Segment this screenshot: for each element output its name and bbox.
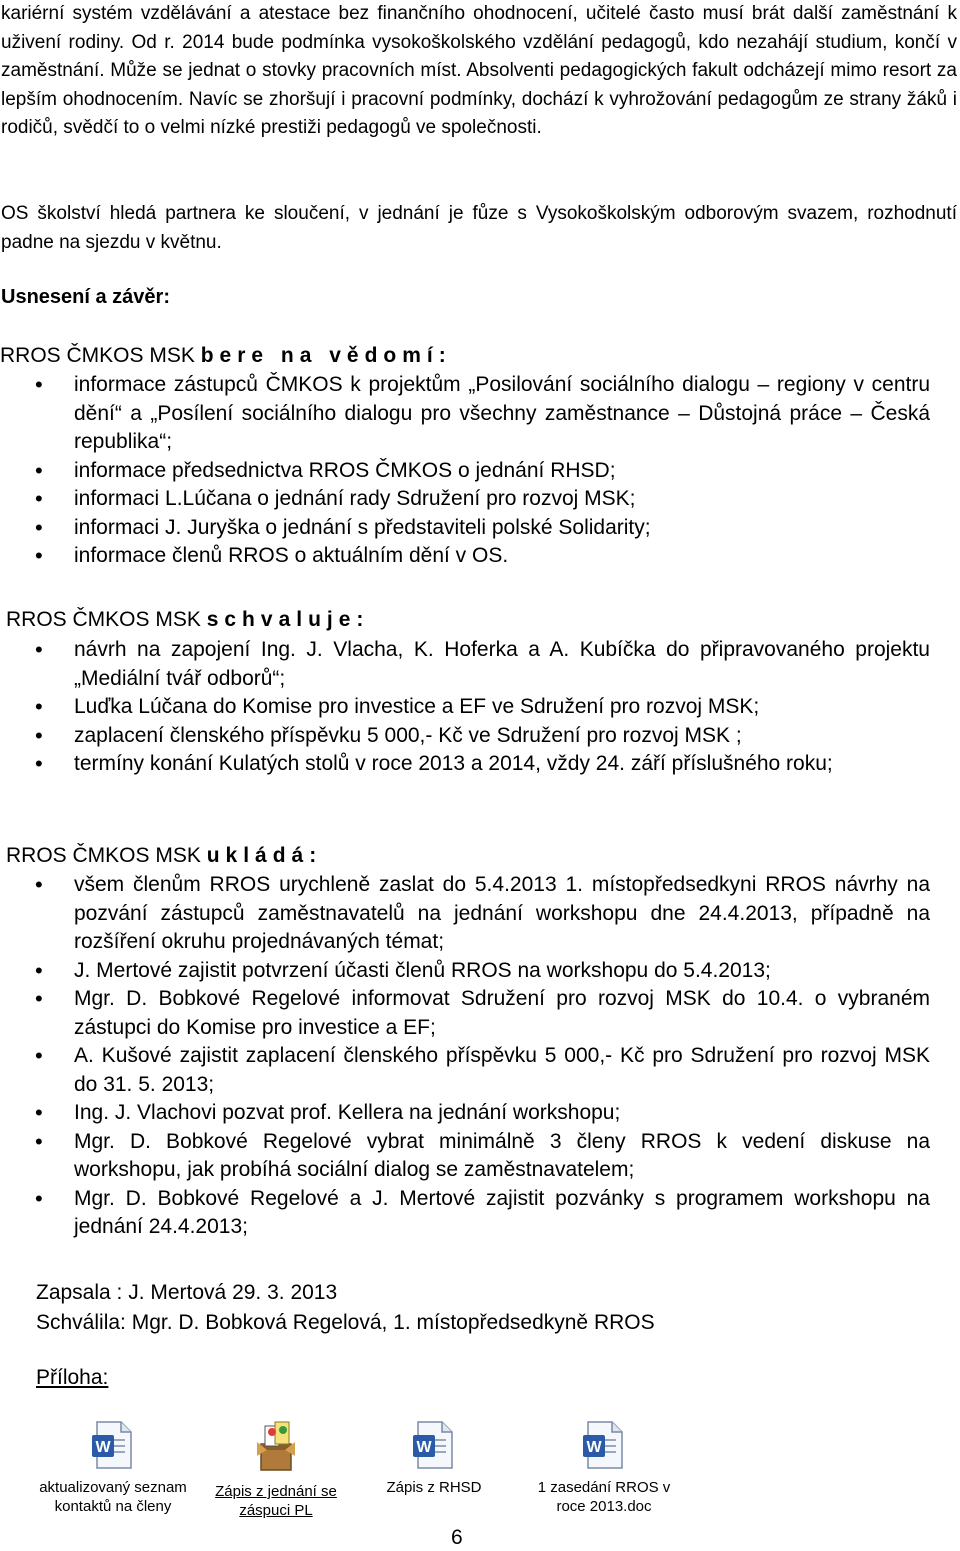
attachment-caption: 1 zasedání RROS v roce 2013.doc xyxy=(537,1479,671,1515)
package-icon xyxy=(253,1420,299,1474)
section-prefix: RROS ČMKOS MSK xyxy=(6,844,201,867)
list-item: • návrh na zapojení Ing. J. Vlacha, K. Hoferka a A. Kubíčka do připravovaného projektu „Mediální tvář odborů“; xyxy=(0,636,930,693)
attachment-caption: aktualizovaný seznam kontaktů na členy xyxy=(39,1479,187,1515)
assign-list xyxy=(0,871,960,1242)
intro-paragraph-2: OS školství hledá partnera ke sloučení, v jednání je fůze s Vysokoškolským odborovým svazem, rozhodnutí padne na sjezdu v květnu. xyxy=(1,203,957,253)
list-item: • Mgr. D. Bobkové Regelové a J. Mertové zajistit pozvánky s programem workshopu na jednání 24.4.2013; xyxy=(0,1185,930,1242)
list-item: • Ing. J. Vlachovi pozvat prof. Kellera na jednání workshopu; xyxy=(0,1099,930,1128)
attachment-meeting-minutes-pl[interactable] xyxy=(191,1420,361,1520)
svg-text:W: W xyxy=(586,1439,602,1456)
section-action: schvaluje: xyxy=(206,608,370,631)
list-item: • Mgr. D. Bobkové Regelové informovat Sdružení pro rozvoj MSK do 10.4. o vybraném zástupci do Komise pro investice a EF; xyxy=(0,985,930,1042)
list-item: • informace členů RROS o aktuálním dění v OS. xyxy=(0,542,930,571)
list-item: • informaci J. Juryška o jednání s představiteli polské Solidarity; xyxy=(0,514,930,543)
list-item: • informace zástupců ČMKOS k projektům „Posilování sociálního dialogu – regiony v centru dění“ a „Posílení sociálního dialogu pro všechny zaměstnance – Důstojná práce – Česká republika“; xyxy=(0,371,930,457)
section-action: bere na vědomí: xyxy=(200,344,452,367)
word-document-icon xyxy=(412,1420,456,1470)
list-item: • informaci L.Lúčana o jednání rady Sdružení pro rozvoj MSK; xyxy=(0,485,930,514)
list-item: • termíny konání Kulatých stolů v roce 2013 a 2014, vždy 24. září příslušného roku; xyxy=(0,750,930,779)
section-heading xyxy=(6,844,322,868)
svg-text:W: W xyxy=(416,1439,432,1456)
section-prefix: RROS ČMKOS MSK xyxy=(0,344,195,367)
section-prefix: RROS ČMKOS MSK xyxy=(6,608,201,631)
list-item: • A. Kušové zajistit zaplacení členského příspěvku 5 000,- Kč pro Sdružení pro rozvoj MSK do 31. 5. 2013; xyxy=(0,1042,930,1099)
attachment-rros-session[interactable] xyxy=(519,1420,689,1516)
list-item: • zaplacení členského příspěvku 5 000,- Kč ve Sdružení pro rozvoj MSK ; xyxy=(0,722,930,751)
recorded-by: Zapsala : J. Mertová 29. 3. 2013 xyxy=(36,1281,338,1304)
list-item: • J. Mertové zajistit potvrzení účasti členů RROS na workshopu do 5.4.2013; xyxy=(0,957,930,986)
attachment-rhsd-minutes[interactable] xyxy=(349,1420,519,1497)
list-item: • Mgr. D. Bobkové Regelové vybrat minimálně 3 členy RROS k vedení diskuse na workshopu, jak probíhá sociální dialog se zaměstnavatelem; xyxy=(0,1128,930,1185)
section-heading xyxy=(6,608,369,632)
attachments-label: Příloha: xyxy=(36,1366,109,1389)
resolution-heading: Usnesení a závěr: xyxy=(1,286,170,308)
list-item: • všem členům RROS urychleně zaslat do 5.4.2013 1. místopředsedkyni RROS návrhy na pozvání zástupců zaměstnavatelů na jednání workshopu dne 24.4.2013, případně na rozšíření okruhu projednávaných témat; xyxy=(0,871,930,957)
page-number: 6 xyxy=(451,1526,463,1549)
section-action: ukládá: xyxy=(206,844,323,867)
attachment-caption: Zápis z jednání se záspuci PL xyxy=(215,1483,337,1519)
intro-paragraph-1: kariérní systém vzdělávání a atestace bez finančního ohodnocení, učitelé často musí brát další zaměstnání k uživení rodiny. Od r. 2014 bude podmínka vysokoškolského vzdělání pedagogů, kdo nezahájí studium, končí v zaměstnání. Může se jednat o stovky pracovních míst. Absolventi pedagogických fakult odcházejí mimo resort za lepším ohodnocením. Navíc se zhoršují i pracovní podmínky, dochází k vyhrožování pedagogům ze strany žáků i rodičů, svědčí to o velmi nízké prestiži pedagogů ve společnosti. xyxy=(1,3,957,139)
section-heading xyxy=(0,344,452,368)
list-item: • informace předsednictva RROS ČMKOS o jednání RHSD; xyxy=(0,457,930,486)
acknowledge-list xyxy=(0,371,960,571)
list-item: • Luďka Lúčana do Komise pro investice a EF ve Sdružení pro rozvoj MSK; xyxy=(0,693,930,722)
attachment-contact-list[interactable] xyxy=(28,1420,198,1516)
approved-by: Schválila: Mgr. D. Bobková Regelová, 1. místopředsedkyně RROS xyxy=(36,1311,655,1334)
word-document-icon xyxy=(91,1420,135,1470)
svg-text:W: W xyxy=(95,1439,111,1456)
attachment-caption: Zápis z RHSD xyxy=(386,1479,482,1496)
word-document-icon xyxy=(582,1420,626,1470)
approve-list xyxy=(0,636,960,779)
